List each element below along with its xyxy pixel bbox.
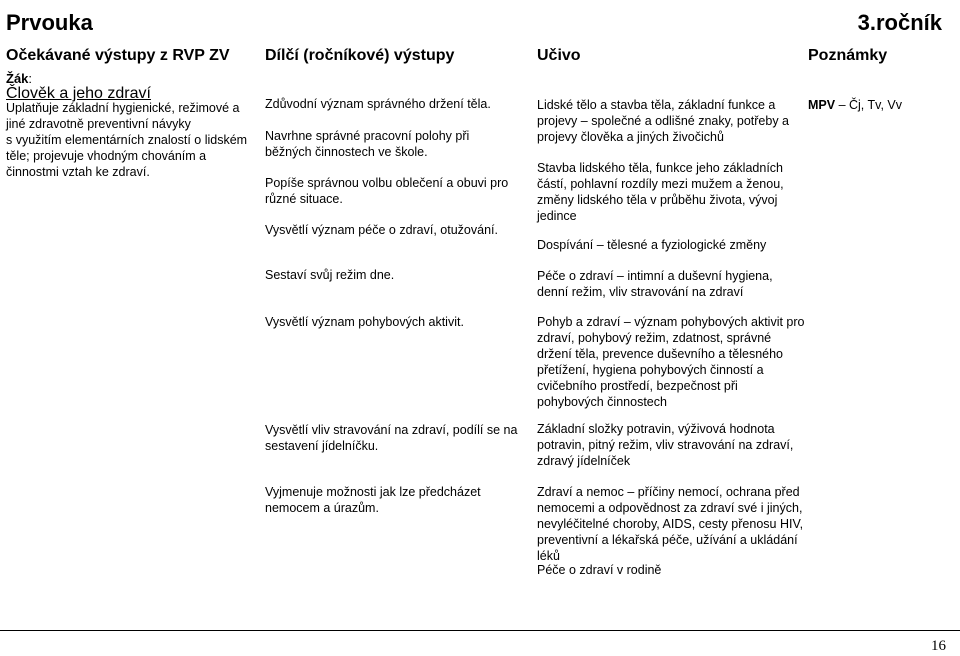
curriculum-maturing: Dospívání – tělesné a fyziologické změny xyxy=(537,238,767,252)
column-header-expected: Očekávané výstupy z RVP ZV xyxy=(6,47,230,64)
subject-title: Prvouka xyxy=(6,10,93,35)
notes-subjects: – Čj, Tv, Vv xyxy=(835,98,903,112)
notes-mpv: MPV xyxy=(808,98,836,112)
curriculum-disease: Zdraví a nemoc – příčiny nemocí, ochrana před nemocemi a odpovědnost za zdraví své i jiných, nevyléčitelné choroby, AIDS, cesty přenosu HIV, preventivní a lékařská péče, užívání a ukládání léků xyxy=(537,485,804,563)
column-header-curriculum: Učivo xyxy=(537,47,581,64)
topic-heading: Člověk a jeho zdraví xyxy=(6,85,151,102)
curriculum-structure: Stavba lidského těla, funkce jeho základních částí, pohlavní rozdíly mezi mužem a ženou, změny lidského těla v průběhu života, vývoj jedince xyxy=(537,161,784,223)
page-number: 16 xyxy=(931,638,946,654)
grade-title: 3.ročník xyxy=(857,10,942,35)
partial-outcome-item: Popíše správnou volbu oblečení a obuvi pro různé situace. xyxy=(265,176,509,206)
column-header-partial: Dílčí (ročníkové) výstupy xyxy=(265,47,455,64)
partial-outcome-item: Navrhne správné pracovní polohy při běžných činnostech ve škole. xyxy=(265,129,470,159)
curriculum-body: Lidské tělo a stavba těla, základní funkce a projevy – společné a odlišné znaky, potřeby a projevy člověka a jiných živočichů xyxy=(537,98,790,144)
partial-outcome-item: Zdůvodní význam správného držení těla. xyxy=(265,97,491,111)
column-header-notes: Poznámky xyxy=(808,47,888,64)
partial-outcome-item: Vysvětlí význam péče o zdraví, otužování. xyxy=(265,223,498,237)
expected-outcome-line: jiné zdravotně preventivní návyky xyxy=(6,117,191,131)
expected-outcome-line: činnostmi vztah ke zdraví. xyxy=(6,165,150,179)
notes-cell xyxy=(808,97,956,113)
expected-outcome-line: s využitím elementárních znalostí o lidském xyxy=(6,133,248,147)
footer-rule xyxy=(0,630,960,631)
partial-outcome-item: Vysvětlí význam pohybových aktivit. xyxy=(265,315,464,329)
expected-outcome xyxy=(6,100,268,180)
curriculum-family-care: Péče o zdraví v rodině xyxy=(537,563,662,577)
expected-outcome-line: Uplatňuje základní hygienické, režimové a xyxy=(6,101,240,115)
student-label-colon: : xyxy=(28,71,33,86)
curriculum-movement: Pohyb a zdraví – význam pohybových aktivit pro zdraví, pohybový režim, zdatnost, správné držení těla, prevence duševního a tělesného přetížení, hygiena pohybových činností a cvičebního prostředí, bezpečnost při pohybových činnostech xyxy=(537,315,805,409)
curriculum-nutrition: Základní složky potravin, výživová hodnota potravin, pitný režim, vliv stravování na zdraví, zdravý jídelníček xyxy=(537,422,794,468)
curriculum-health-care: Péče o zdraví – intimní a duševní hygiena, denní režim, vliv stravování na zdraví xyxy=(537,269,773,299)
student-label-text: Žák xyxy=(6,71,29,86)
expected-outcome-line: těle; projevuje vhodným chováním a xyxy=(6,149,207,163)
partial-outcome-item: Sestaví svůj režim dne. xyxy=(265,268,395,282)
partial-outcome-item: Vyjmenuje možnosti jak lze předcházet nemocem a úrazům. xyxy=(265,485,481,515)
partial-outcome-item: Vysvětlí vliv stravování na zdraví, podílí se na sestavení jídelníčku. xyxy=(265,423,518,453)
